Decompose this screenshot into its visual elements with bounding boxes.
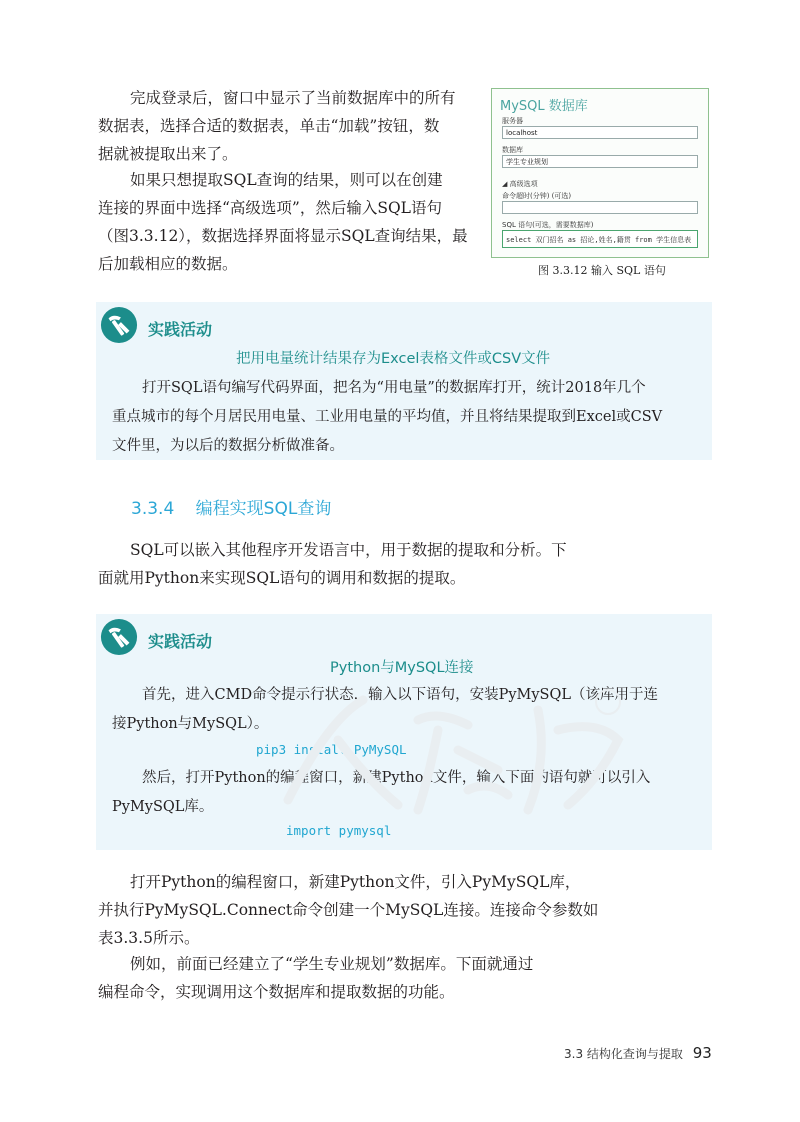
timeout-input — [502, 201, 698, 214]
text-line: 并执行PyMySQL.Connect命令创建一个MySQL连接。连接命令参数如 — [98, 901, 599, 919]
text-line: 文件里，为以后的数据分析做准备。 — [112, 438, 344, 454]
text-line: 据就被提取出来了。 — [98, 145, 238, 163]
practice-activity-icon — [100, 618, 138, 656]
database-label: 数据库 — [502, 146, 523, 154]
code-line: pip3 install PyMySQL — [256, 742, 407, 757]
text-line: 打开Python的编程窗口，新建Python文件，引入PyMySQL库， — [130, 873, 581, 891]
code-line: import pymysql — [286, 823, 392, 838]
closing-paragraph-2 — [98, 950, 533, 1006]
activity-heading: 把用电量统计结果存为Excel表格文件或CSV文件 — [236, 351, 551, 367]
practice-activity-label: 实践活动 — [148, 320, 213, 339]
text-line: 连接的界面中选择“高级选项”，然后输入SQL语句 — [98, 199, 442, 217]
text-line: 首先，进入CMD命令提示行状态，输入以下语句，安装PyMySQL（该库用于连 — [142, 687, 659, 703]
text-line: 然后，打开Python的编程窗口，新建Python文件，输入下面的语句就可以引入 — [142, 770, 651, 786]
text-line: 重点城市的每个月居民用电量、工业用电量的平均值，并且将结果提取到Excel或CSV — [112, 409, 663, 425]
activity-heading: Python与MySQL连接 — [330, 660, 474, 676]
section-paragraph — [98, 536, 567, 592]
text-line: 数据表，选择合适的数据表，单击“加载”按钮，数 — [98, 117, 440, 135]
practice-activity-icon — [100, 306, 138, 344]
text-line: 面就用Python来实现SQL语句的调用和数据的提取。 — [98, 569, 466, 587]
database-input: 学生专业规划 — [502, 155, 698, 168]
figure-caption: 图 3.3.12 输入 SQL 语句 — [538, 264, 666, 277]
page-footer — [564, 1044, 712, 1062]
intro-paragraph-2 — [98, 166, 468, 278]
footer-section: 3.3 结构化查询与提取 — [564, 1047, 683, 1061]
text-line: 编程命令，实现调用这个数据库和提取数据的功能。 — [98, 983, 455, 1001]
text-line: 例如，前面已经建立了“学生专业规划”数据库。下面就通过 — [130, 955, 534, 973]
text-line: 后加载相应的数据。 — [98, 255, 238, 273]
page-number: 93 — [692, 1044, 712, 1062]
text-line: SQL可以嵌入其他程序开发语言中，用于数据的提取和分析。下 — [130, 541, 567, 559]
text-line: PyMySQL库。 — [112, 799, 214, 815]
text-line: 如果只想提取SQL查询的结果，则可以在创建 — [130, 171, 443, 189]
server-label: 服务器 — [502, 117, 523, 125]
mysql-dialog-figure — [491, 88, 709, 258]
text-line: 完成登录后，窗口中显示了当前数据库中的所有 — [130, 89, 456, 107]
text-line: 表3.3.5所示。 — [98, 929, 200, 947]
intro-paragraph-1 — [98, 84, 456, 168]
activity-text — [112, 374, 662, 461]
server-input: localhost — [502, 126, 698, 139]
practice-activity-1 — [96, 302, 712, 460]
advanced-options-label: ◢ 高级选项 — [502, 180, 538, 188]
section-heading — [131, 494, 331, 519]
sql-statement-label: SQL 语句(可选，需要数据库) — [502, 221, 594, 229]
section-title: 编程实现SQL查询 — [195, 499, 332, 519]
section-number: 3.3.4 — [131, 499, 175, 519]
text-line: （图3.3.12），数据选择界面将显示SQL查询结果，最 — [98, 227, 468, 245]
text-line: 接Python与MySQL）。 — [112, 716, 269, 732]
sql-statement-input: select 双门招名 as 招论,姓名,籍贯 from 学生信息表 — [502, 230, 698, 248]
text-line: 打开SQL语句编写代码界面，把名为“用电量”的数据库打开，统计2018年几个 — [142, 380, 646, 396]
closing-paragraph-1 — [98, 868, 598, 952]
practice-activity-label: 实践活动 — [148, 632, 213, 651]
dialog-title: MySQL 数据库 — [500, 99, 588, 114]
publisher-watermark — [268, 680, 648, 830]
timeout-label: 命令超时(分钟) (可选) — [502, 192, 572, 200]
